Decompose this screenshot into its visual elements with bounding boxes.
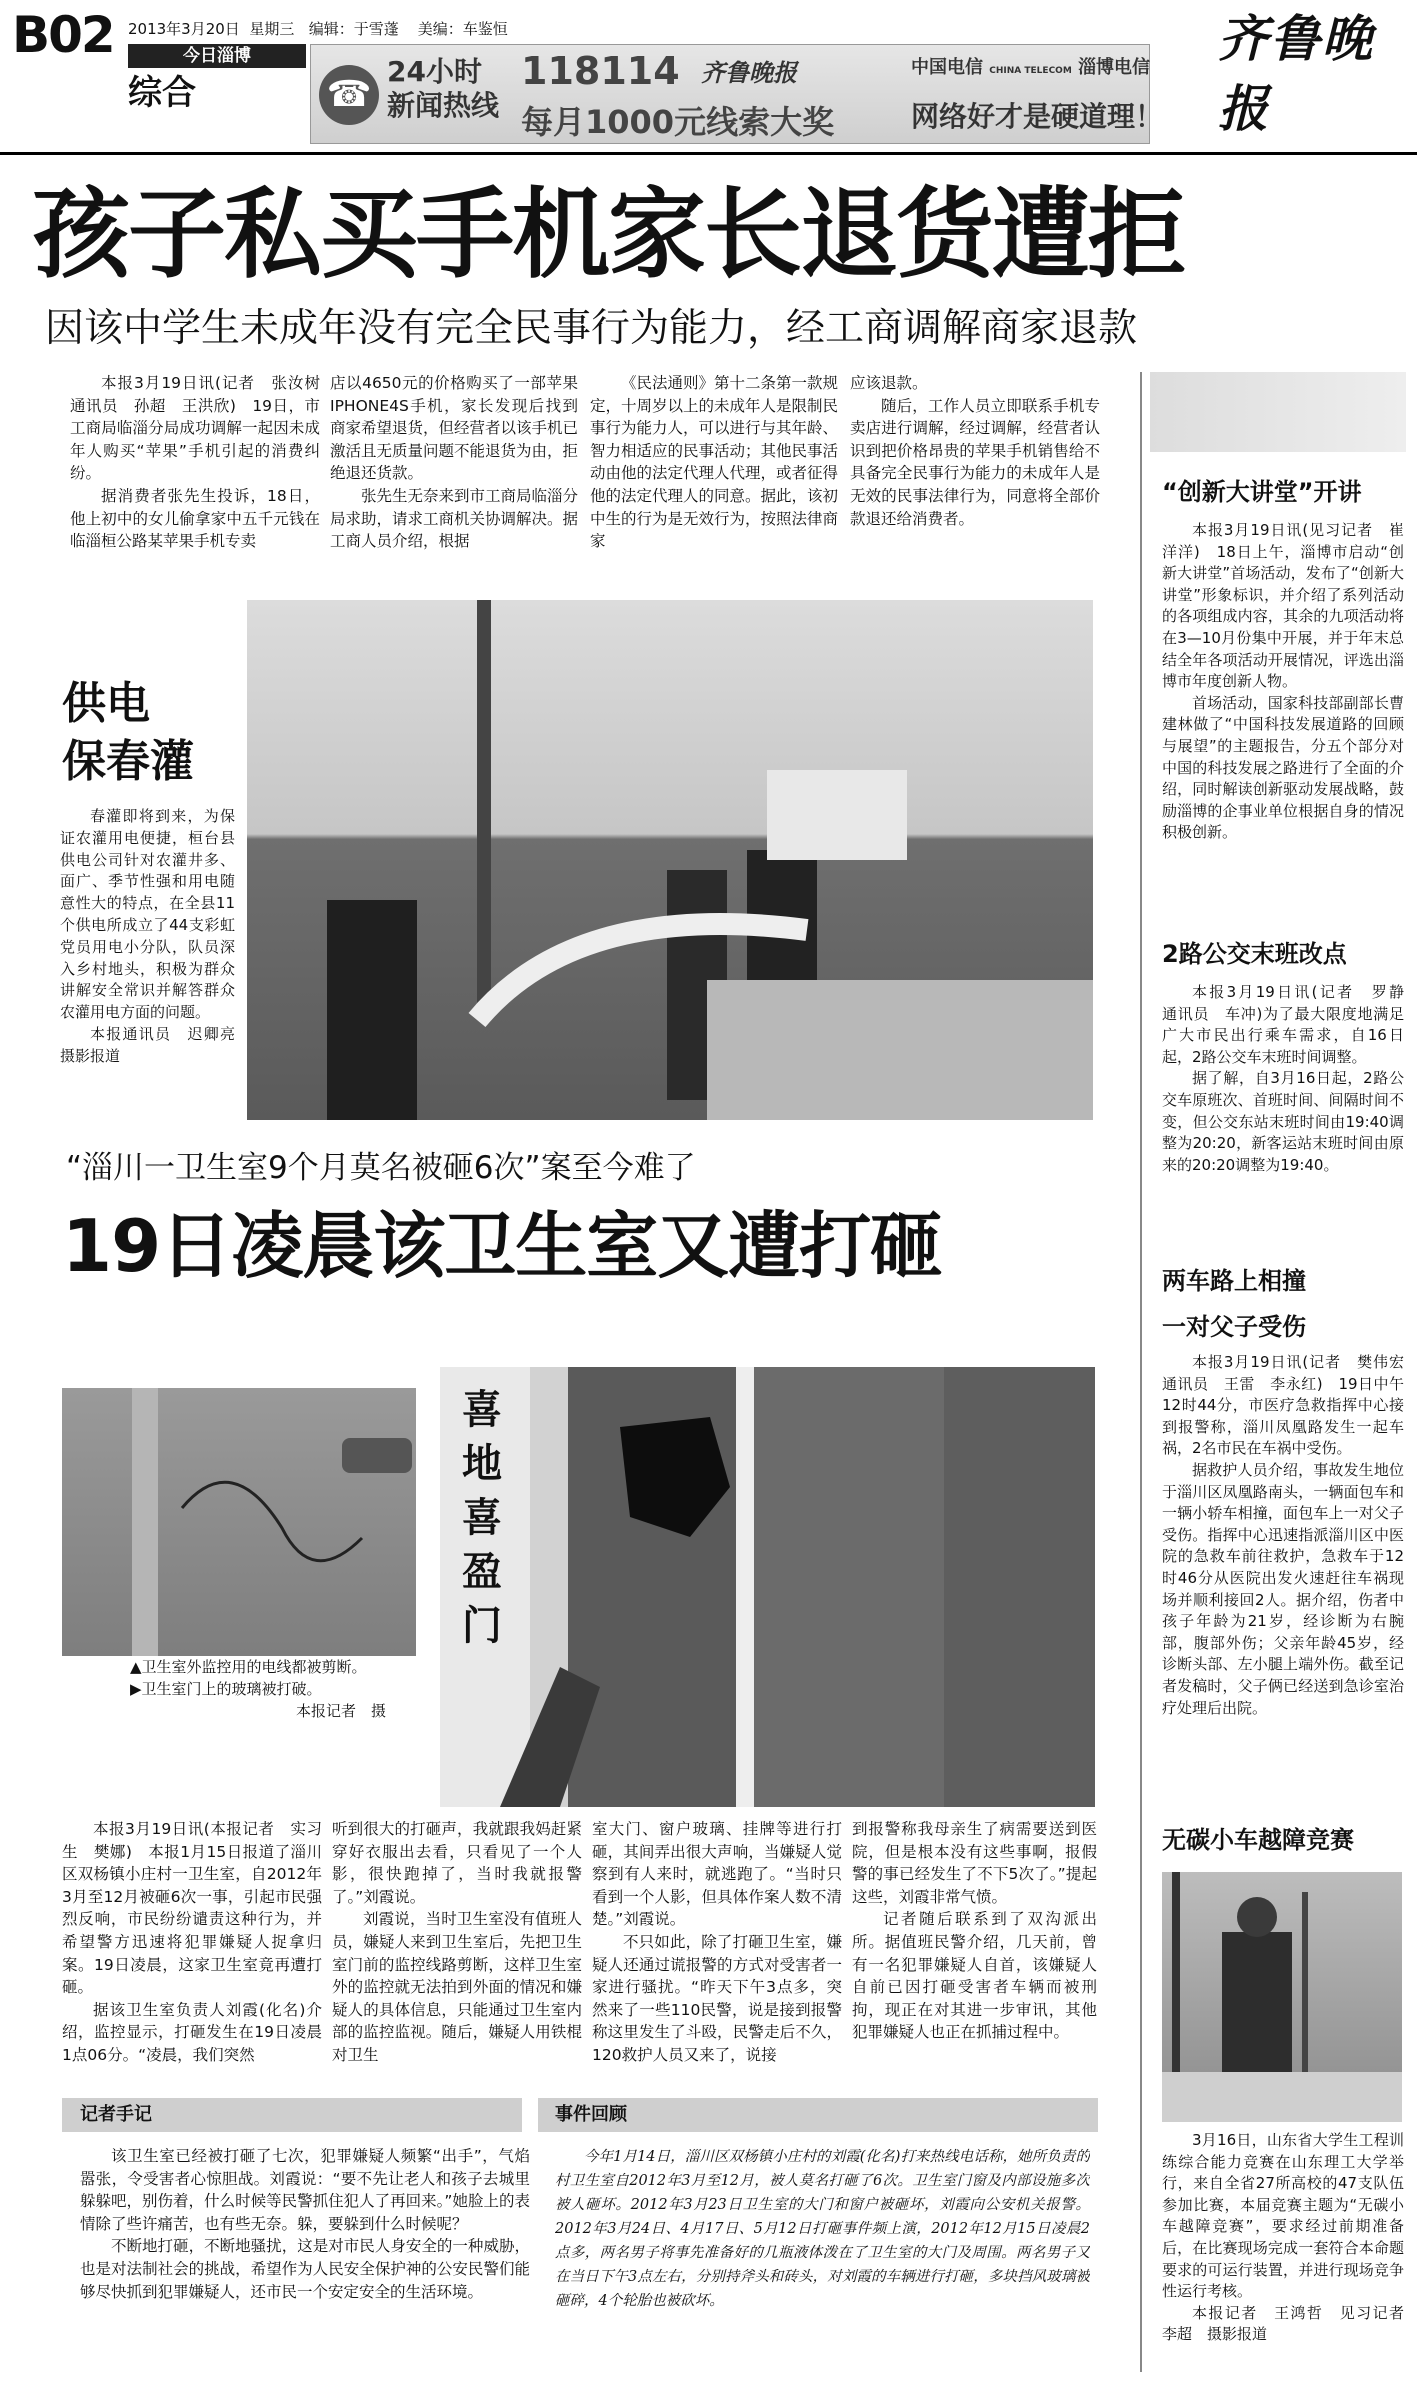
clinic-col-1: 本报3月19日讯(本报记者 实习生 樊娜) 本报1月15日报道了淄川区双杨镇小庄村一卫生室，自2012年3月至12月被砸6次一事，引起市民强烈反响，市民纷纷谴责这种行为，并希望警方迅速将犯罪嫌疑人捉拿归案。19日凌晨，这家卫生室竟再遭打砸。 据该卫生室负责人刘霞(化名)介绍，监控显示，打砸发生在19日凌晨1点06分。“凌晨，我们突然	[62, 1820, 322, 2064]
clinic-caption: ▲卫生室外监控用的电线都被剪断。 ▶卫生室门上的玻璃被打破。 本报记者 摄	[130, 1658, 386, 1720]
lead-subhead: 因该中学生未成年没有完全民事行为能力，经工商调解商家退款	[45, 306, 1138, 351]
edition-tag: 今日淄博	[128, 44, 306, 68]
power-title: 供电 保春灌	[62, 678, 194, 787]
power-photo-scene	[247, 600, 1093, 1120]
s4-photo	[1162, 1872, 1402, 2122]
review-label: 事件回顾	[555, 2104, 627, 2125]
date-line: 2013年3月20日 星期三 编辑：于雪蓬 美编：车鉴恒	[128, 20, 508, 38]
sidebar-divider	[1140, 372, 1142, 2372]
clinic-kicker: “淄川一卫生室9个月莫名被砸6次”案至今难了	[66, 1150, 696, 1186]
telecom-logo: 中国电信 CHINA TELECOM 淄博电信	[911, 57, 1151, 78]
s4-title: 无碳小车越障竞赛	[1162, 1826, 1354, 1854]
hotline-banner: ☎ 24小时 新闻热线 118114 齐鲁晚报 每月1000元线索大奖 中国电信 CHINA TELECOM 淄博电信 网络好才是硬道理！	[310, 44, 1150, 144]
door-photo	[440, 1367, 1095, 1807]
banner-logo: 齐鲁晚报	[701, 58, 797, 87]
lead-headline: 孩子私买手机家长退货遭拒	[32, 178, 1185, 292]
slogan: 网络好才是硬道理！	[911, 100, 1164, 133]
power-photo	[247, 600, 1093, 1120]
door-photo-scene	[440, 1367, 1095, 1807]
notes-body: 该卫生室已经被打砸了七次，犯罪嫌疑人频繁“出手”，气焰嚣张，令受害者心惊胆战。刘霞说：“要不先让老人和孩子去城里躲躲吧，别伤着，什么时候等民警抓住犯人了再回来。”她脸上的表情除了些许痛苦，也有些无奈。躲，要躲到什么时候呢？ 不断地打砸，不断地骚扰，这是对市民人身安全的一种威胁，也是对法制社会的挑战，希望作为人民安全保护神的公安民警们能够尽快抓到犯罪嫌疑人，还市民一个安定安全的生活环境。	[80, 2147, 530, 2301]
s4-photo-scene	[1162, 1872, 1402, 2122]
lead-col-2: 店以4650元的价格购买了一部苹果IPHONE4S手机，家长发现后找到商家希望退货，但经营者以该手机已激活且无质量问题不能退货为由，拒绝退还货款。 张先生无奈来到市工商局临淄分局求助，请求工商机关协调解决。据工商人员介绍，根据	[330, 374, 578, 551]
wire-photo-scene	[62, 1388, 416, 1656]
sidebar-top-shade	[1150, 372, 1406, 452]
s3-body: 本报3月19日讯(记者 樊伟宏 通讯员 王雷 李永红) 19日中午12时44分，市医疗急救指挥中心接到报警称，淄川凤凰路发生一起车祸，2名市民在车祸中受伤。 据救护人员介绍，事故发生地位于淄川区凤凰路南头，一辆面包车和一辆小轿车相撞，面包车上一对父子受伤。指挥中心迅速指派淄川区中医院的急救车前往救护，急救车于12时46分从医院出发火速赶往车祸现场并顺利接回2人。据介绍，伤者中孩子年龄为21岁，经诊断为右腕部，腹部外伤；父亲年龄45岁，经诊断头部、左小腿上端外伤。截至记者发稿时，父子俩已经送到急诊室治疗处理后出院。	[1162, 1353, 1404, 1717]
clinic-col-2: 听到很大的打砸声，我就跟我妈赶紧穿好衣服出去看，只看见了一个人影，很快跑掉了，当时我就报警了。”刘霞说。 刘霞说，当时卫生室没有值班人员，嫌疑人来到卫生室后，先把卫生室门前的监控线路剪断，这样卫生室外的监控就无法拍到外面的情况和嫌疑人的具体信息，只能通过卫生室内部的监控监视。随后，嫌疑人用铁棍对卫生	[332, 1820, 582, 2064]
clinic-col-4: 到报警称我母亲生了病需要送到医院，但是根本没有这些事啊，报假警的事已经发生了不下5次了。”提起这些，刘霞非常气愤。 记者随后联系到了双沟派出所。据值班民警介绍，几天前，曾有一名犯罪嫌疑人自首，该嫌疑人自前已因打砸受害者车辆而被刑拘，现正在对其进一步审讯，其他犯罪嫌疑人也正在抓捕过程中。	[852, 1820, 1097, 2042]
door-sign-text: 喜地喜盈门	[462, 1386, 502, 1649]
page-number: B02	[12, 6, 114, 64]
s1-body: 本报3月19日讯(见习记者 崔洋洋) 18日上午，淄博市启动“创新大讲堂”首场活动，发布了“创新大讲堂”形象标识，并介绍了系列活动的各项组成内容，其余的九项活动将在3—10月份集中开展，并于年末总结全年各项活动开展情况，评选出淄博市年度创新人物。 首场活动，国家科技部副部长曹建林做了“中国科技发展道路的回顾与展望”的主题报告，分五个部分对中国的科技发展之路进行了全面的介绍，同时解读创新驱动发展战略，鼓励淄博的企事业单位根据自身的情况积极创新。	[1162, 521, 1404, 842]
lead-col-3: 《民法通则》第十二条第一款规定，十周岁以上的未成年人是限制民事行为能力人，可以进行与其年龄、智力相适应的民事活动；其他民事活动由他的法定代理人代理，或者征得他的法定代理人的同意。据此，该初中生的行为是无效行为，按照法律商家	[590, 374, 838, 551]
lead-col-4: 应该退款。 随后，工作人员立即联系手机专卖店进行调解，经过调解，经营者认识到把价格昂贵的苹果手机销售给不具备完全民事行为能力的未成年人是无效的民事法律行为，同意将全部价款退还给消费者。	[850, 374, 1100, 528]
prize-text: 每月1000元线索大奖	[521, 103, 835, 141]
wire-photo	[62, 1388, 416, 1656]
clinic-col-3: 室大门、窗户玻璃、挂牌等进行打砸，其间弄出很大声响，当嫌疑人觉察到有人来时，就逃跑了。“当时只看到一个人影，但具体作案人数不清楚。”刘霞说。 不只如此，除了打砸卫生室，嫌疑人还通过谎报警的方式对受害者一家进行骚扰。“昨天下午3点多，突然来了一些110民警，说是接到报警称这里发生了斗殴，民警走后不久，120救护人员又来了，说接	[592, 1820, 842, 2064]
hotline-number: 118114	[521, 49, 680, 93]
masthead-logo: 齐鲁晚报	[1218, 9, 1374, 138]
power-body: 春灌即将到来，为保证农灌用电便捷，桓台县供电公司针对农灌井多、面广、季节性强和用电随意性大的特点，在全县11个供电所成立了44支彩虹党员用电小分队，队员深入乡村地头，积极为群众讲解安全常识并解答群众农灌用电方面的问题。 本报通讯员 迟卿亮 摄影报道	[60, 807, 235, 1065]
s2-title: 2路公交末班改点	[1162, 940, 1347, 968]
header-rule	[0, 152, 1417, 155]
review-body: 今年1月14日，淄川区双杨镇小庄村的刘霞(化名)打来热线电话称，她所负责的村卫生室自2012年3月至12月，被人莫名打砸了6次。卫生室门窗及内部设施多次被人砸坏。2012年3月23日卫生室的大门和窗户被砸坏，刘霞向公安机关报警。2012年3月24日、4月17日、5月12日打砸事件频上演，2012年12月15日凌晨2点多，两名男子将事先准备好的几瓶液体泼在了卫生室的大门及周围。两名男子又在当日下午3点左右，分别持斧头和砖头，对刘霞的车辆进行打砸，多块挡风玻璃被砸碎，4个轮胎也被砍坏。	[555, 2149, 1090, 2309]
s1-title: “创新大讲堂”开讲	[1162, 478, 1362, 506]
s3-title: 两车路上相撞 一对父子受伤	[1162, 1267, 1306, 1341]
phone-icon: ☎	[319, 65, 379, 125]
notes-label: 记者手记	[80, 2104, 152, 2125]
section-name: 综合	[128, 73, 196, 113]
s4-body: 3月16日，山东省大学生工程训练综合能力竞赛在山东理工大学举行，来自全省27所高校的47支队伍参加比赛，本届竞赛主题为“无碳小车越障竞赛”，要求经过前期准备后，在比赛现场完成一套符合本命题要求的可运行装置，并进行现场竞争性运行考核。 本报记者 王鸿哲 见习记者 李超 摄影报道	[1162, 2131, 1404, 2344]
lead-col-1: 本报3月19日讯(记者 张汝树 通讯员 孙超 王洪欣) 19日，市工商局临淄分局成功调解一起因未成年人购买“苹果”手机引起的消费纠纷。 据消费者张先生投诉，18日，他上初中的女儿偷拿家中五千元钱在临淄桓公路某苹果手机专卖	[70, 374, 320, 551]
s2-body: 本报3月19日讯(记者 罗静 通讯员 车冲)为了最大限度地满足广大市民出行乘车需求，自16日起，2路公交车末班时间调整。 据了解，自3月16日起，2路公交车原班次、首班时间、间隔时间不变，但公交东站末班时间由19:40调整为20:20，新客运站末班时间由原来的20:20调整为19:40。	[1162, 983, 1404, 1174]
clinic-headline: 19日凌晨该卫生室又遭打砸	[62, 1204, 942, 1288]
